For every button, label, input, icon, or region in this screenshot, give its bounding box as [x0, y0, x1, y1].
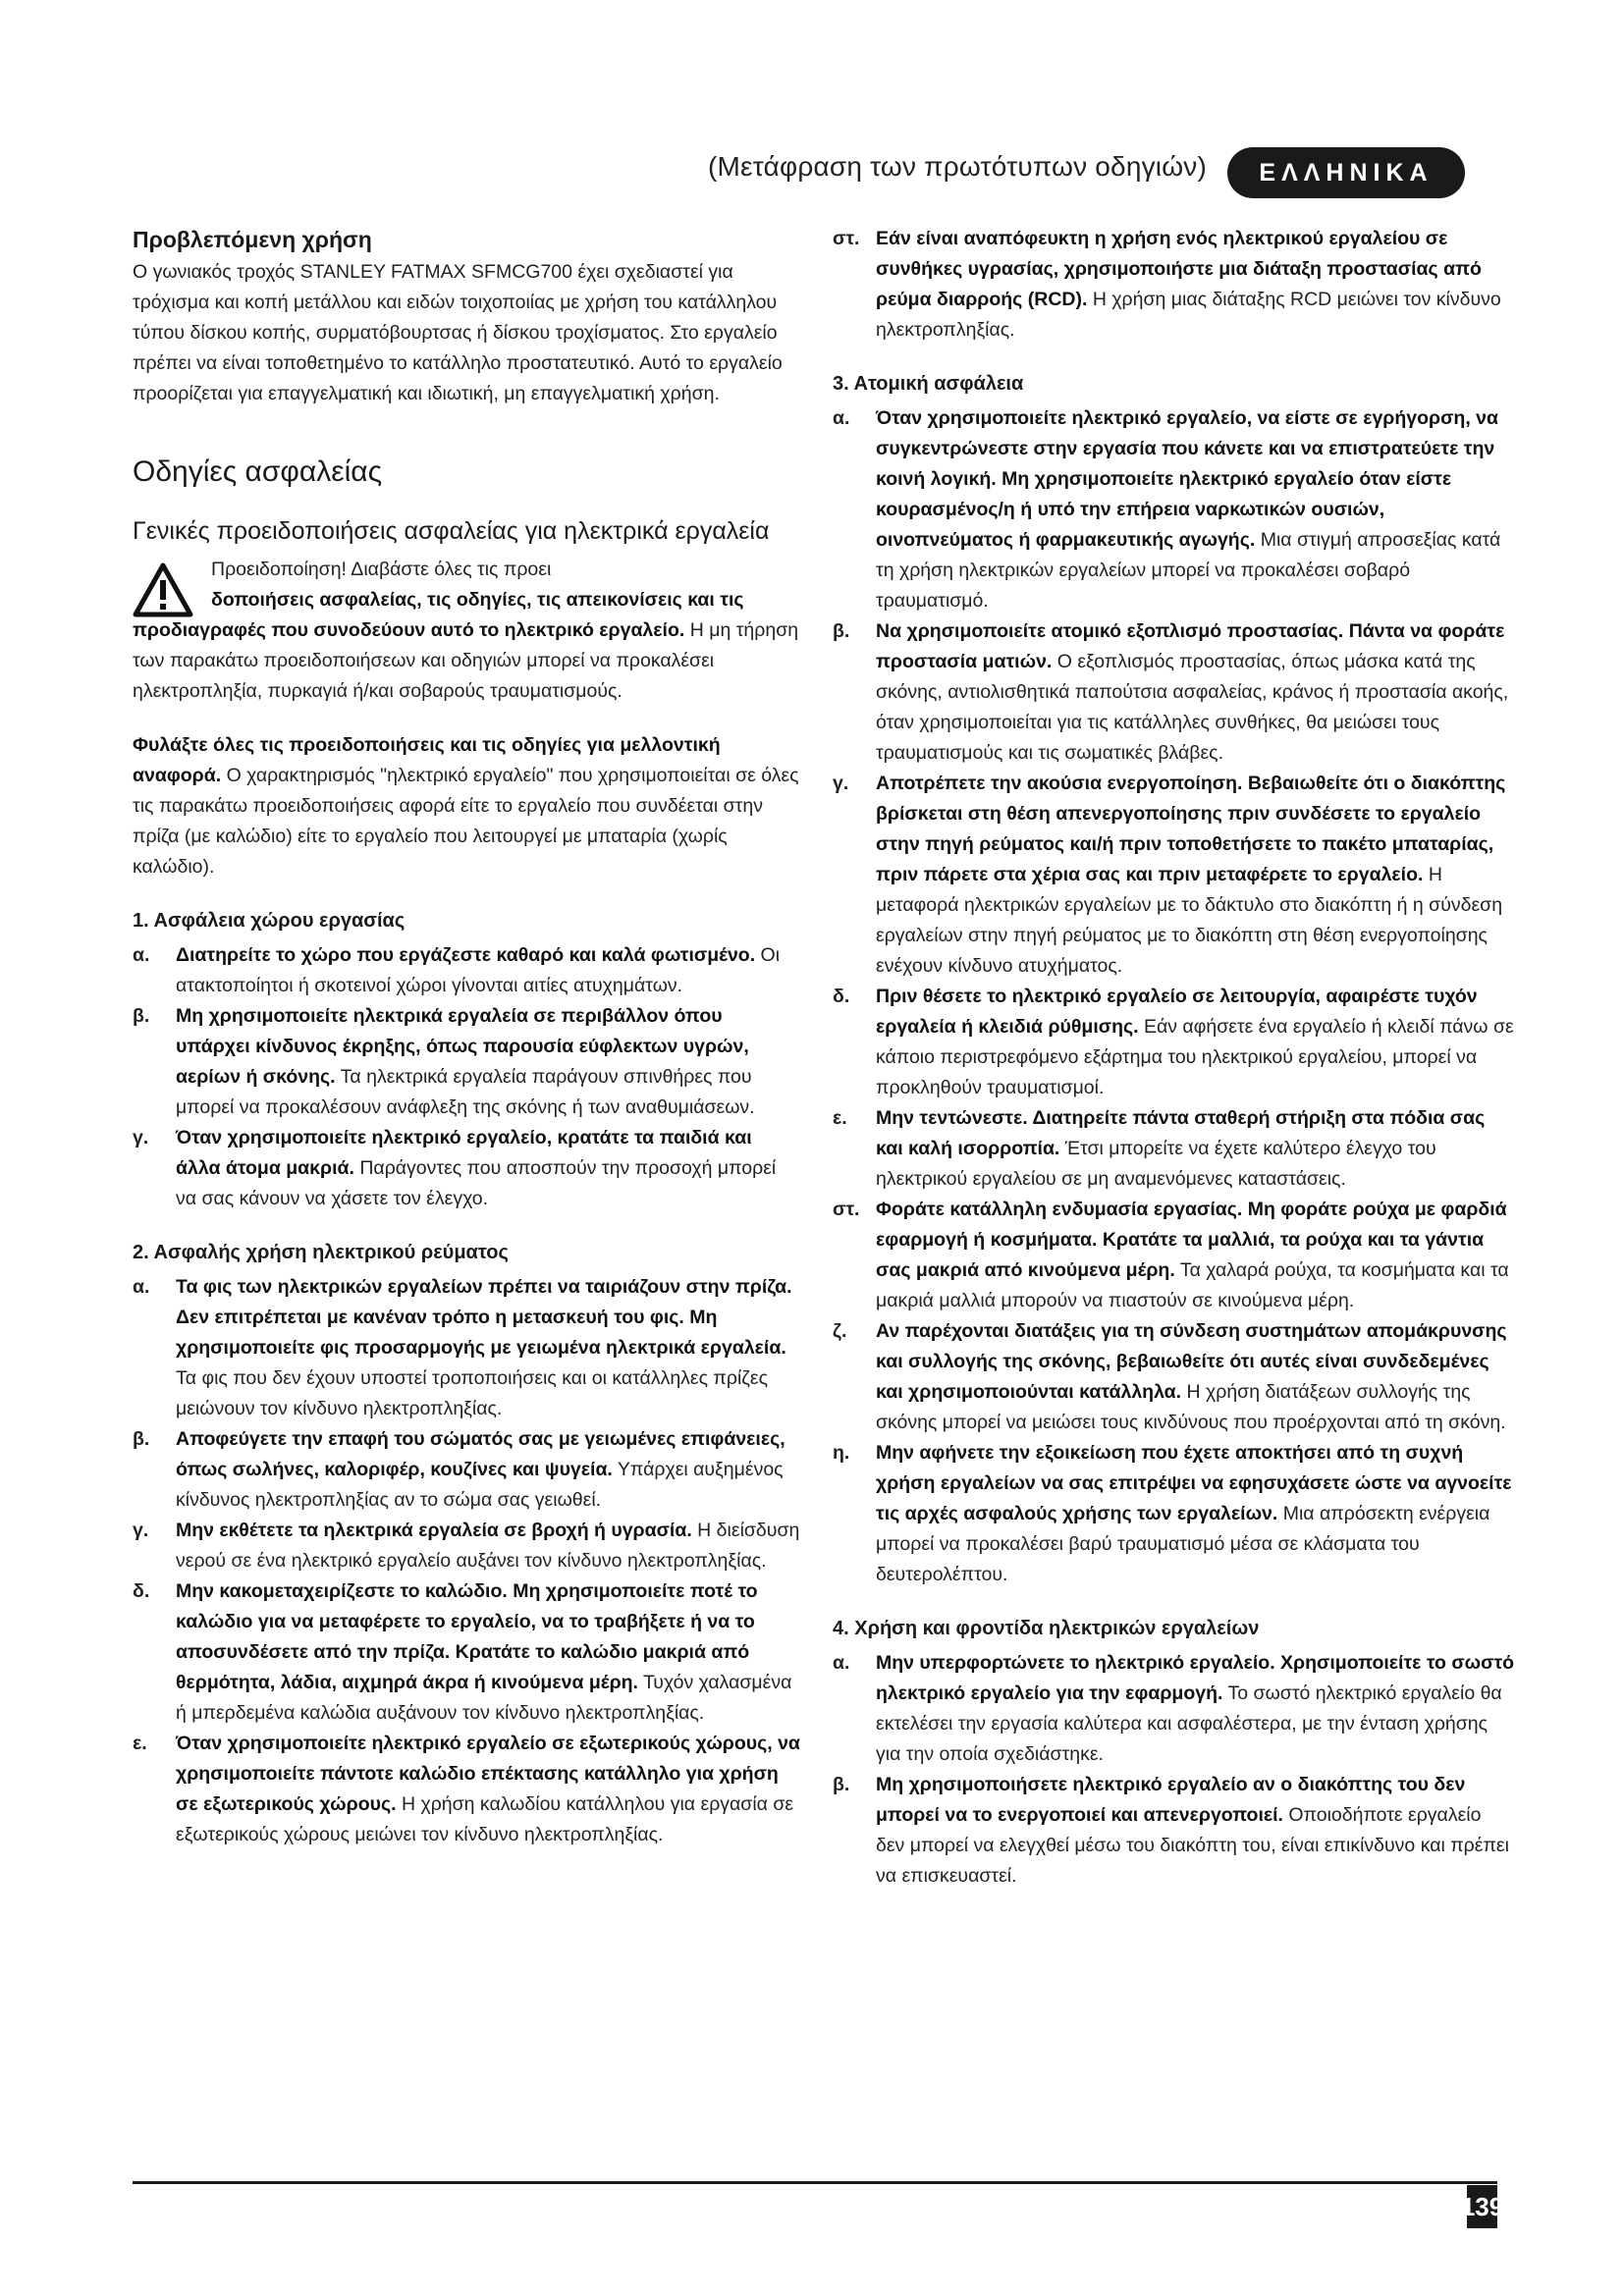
- item-bold-text: Όταν χρησιμοποιείτε ηλεκτρικό εργαλείο, κρατάτε τα παιδιά και άλλα άτομα μακριά.: [176, 1127, 752, 1179]
- warning-block: [133, 555, 800, 707]
- item-text: Τα χαλαρά ρούχα, τα κοσμήματα και τα μακριά μαλλιά μπορούν να πιαστούν σε κινούμενα μέρη.: [876, 1259, 1509, 1311]
- item-bold-text: Πριν θέσετε το ηλεκτρικό εργαλείο σε λειτουργία, αφαιρέστε τυχόν εργαλεία ή κλειδιά ρύθμισης.: [876, 986, 1478, 1038]
- item-marker: δ.: [833, 986, 850, 1007]
- item-text: Παράγοντες που αποσπούν την προσοχή μπορεί να σας κάνουν να χάσετε τον έλεγχο.: [176, 1157, 777, 1209]
- list-item: [833, 1103, 1515, 1195]
- item-bold-text: Μην αφήνετε την εξοικείωση που έχετε αποκτήσει από τη συχνή χρήση εργαλείων να σας επιτρέψει να εφησυχάσετε ώστε να αγνοείτε τις αρχές ασφαλούς χρήσης των εργαλείων.: [876, 1442, 1512, 1524]
- item-text: Μια απρόσεκτη ενέργεια μπορεί να προκαλέσει βαρύ τραυματισμό μέσα σε κλάσματα του δευτερολέπτου.: [876, 1503, 1490, 1585]
- keep-instructions-bold: Φυλάξτε όλες τις προειδοποιήσεις και τις οδηγίες για μελλοντική αναφορά.: [133, 734, 721, 786]
- item-text: Το σωστό ηλεκτρικό εργαλείο θα εκτελέσει την εργασία καλύτερα και ασφαλέστερα, με την ένταση χρήσης για την οποία σχεδιάστηκε.: [876, 1682, 1502, 1765]
- item-marker: α.: [833, 407, 850, 429]
- list-item: [133, 940, 800, 1001]
- item-marker: β.: [833, 1774, 850, 1795]
- warning-text: [133, 555, 800, 707]
- item-bold-text: Αν παρέχονται διατάξεις για τη σύνδεση συστημάτων απομάκρυνσης και συλλογής της σκόνης, βεβαιωθείτε ότι αυτές είναι συνδεδεμένες και χρησιμοποιούνται κατάλληλα.: [876, 1320, 1507, 1403]
- item-marker: α.: [833, 1652, 850, 1674]
- item-marker: δ.: [133, 1580, 150, 1602]
- item-bold-text: Διατηρείτε το χώρο που εργάζεστε καθαρό και καλά φωτισμένο.: [176, 944, 756, 966]
- list-item: [833, 1648, 1515, 1770]
- list-item: [833, 1770, 1515, 1892]
- item-bold-text: Μη χρησιμοποιήσετε ηλεκτρικό εργαλείο αν ο διακόπτης του δεν μπορεί να το ενεργοποιεί και απενεργοποιεί.: [876, 1774, 1466, 1826]
- item-text: Μια στιγμή απροσεξίας κατά τη χρήση ηλεκτρικών εργαλείων μπορεί να προκαλέσει σοβαρό τραυματισμό.: [876, 529, 1501, 612]
- right-column: [833, 224, 1515, 1892]
- item-bold-text: Όταν χρησιμοποιείτε ηλεκτρικό εργαλείο, να είστε σε εγρήγορση, να συγκεντρώνεστε στην εργασία που κάνετε και να επιστρατεύετε την κοινή λογική. Μη χρησιμοποιείτε ηλεκτρικό εργαλείο όταν είστε κουρασμένος/η ή υπό την επήρεια ναρκωτικών ουσιών, οινοπνεύματος ή φαρμακευτικής αγωγής.: [876, 407, 1499, 551]
- item-marker: α.: [133, 944, 150, 966]
- page-number: 139: [1467, 2185, 1497, 2228]
- section-3-title: 3. Ατομική ασφάλεια: [833, 373, 1024, 395]
- item-text: Ο εξοπλισμός προστασίας, όπως μάσκα κατά της σκόνης, αντιολισθητικά παπούτσια ασφαλείας, κράνος ή προστασία ακοής, όταν χρησιμοποιείται για τις κατάλληλες συνθήκες, θα μειώσει τους τραυματισμούς και τις σωματικές βλάβες.: [876, 651, 1509, 764]
- footer-divider: [133, 2181, 1497, 2184]
- item-bold-text: Μην υπερφορτώνετε το ηλεκτρικό εργαλείο. Χρησιμοποιείτε το σωστό ηλεκτρικό εργαλείο για την εφαρμογή.: [876, 1652, 1515, 1704]
- language-badge: ΕΛΛΗΝΙΚΑ: [1227, 147, 1465, 198]
- item-marker: β.: [133, 1428, 150, 1450]
- left-column: [133, 224, 800, 1850]
- list-item: [133, 1001, 800, 1123]
- list-item: [133, 1576, 800, 1729]
- list-item: [133, 1729, 800, 1850]
- list-item: [133, 1272, 800, 1424]
- list-item: [833, 224, 1515, 346]
- item-bold-text: Εάν είναι αναπόφευκτη η χρήση ενός ηλεκτρικού εργαλείου σε συνθήκες υγρασίας, χρησιμοποιήστε μια διάταξη προστασίας από ρεύμα διαρροής (RCD).: [876, 228, 1482, 310]
- item-text: Τα ηλεκτρικά εργαλεία παράγουν σπινθήρες που μπορεί να προκαλέσουν ανάφλεξη της σκόνης ή των αναθυμιάσεων.: [176, 1066, 755, 1118]
- item-text: Τυχόν χαλασμένα ή μπερδεμένα καλώδια αυξάνουν τον κίνδυνο ηλεκτροπληξίας.: [176, 1672, 792, 1724]
- item-marker: β.: [133, 1005, 150, 1027]
- keep-instructions-paragraph: [133, 730, 800, 882]
- item-text: Η χρήση διατάξεων συλλογής της σκόνης μπορεί να μειώσει τους κινδύνους που προέρχονται από τη σκόνη.: [876, 1381, 1506, 1433]
- warning-line-2: δοποιήσεις ασφαλείας, τις οδηγίες, τις απεικονίσεις και τις: [211, 589, 744, 611]
- item-text: Έτσι μπορείτε να έχετε καλύτερο έλεγχο του ηλεκτρικού εργαλείου σε μη αναμενόμενες καταστάσεις.: [876, 1138, 1436, 1190]
- item-marker: η.: [833, 1442, 850, 1464]
- item-bold-text: Μη χρησιμοποιείτε ηλεκτρικά εργαλεία σε περιβάλλον όπου υπάρχει κίνδυνος έκρηξης, όπως παρουσία εύφλεκτων υγρών, αερίων ή σκόνης.: [176, 1005, 749, 1088]
- section-2-title: 2. Ασφαλής χρήση ηλεκτρικού ρεύματος: [133, 1242, 509, 1263]
- item-bold-text: Αποφεύγετε την επαφή του σώματός σας με γειωμένες επιφάνειες, όπως σωλήνες, καλοριφέρ, κουζίνες και ψυγεία.: [176, 1428, 785, 1480]
- item-marker: στ.: [833, 228, 860, 249]
- item-bold-text: Τα φις των ηλεκτρικών εργαλείων πρέπει να ταιριάζουν στην πρίζα. Δεν επιτρέπεται με κανέναν τρόπο η μετασκευή του φις. Μη χρησιμοποιείτε φις προσαρμογής με γειωμένα ηλεκτρικά εργαλεία.: [176, 1276, 792, 1359]
- item-text: Εάν αφήσετε ένα εργαλείο ή κλειδί πάνω σε κάποιο περιστρεφόμενο εξάρτημα του ηλεκτρικού εργαλείου, μπορεί να προκληθούν τραυματισμοί.: [876, 1016, 1514, 1098]
- header-subtitle: (Μετάφραση των πρωτότυπων οδηγιών): [707, 151, 1207, 182]
- warning-bold-line: προδιαγραφές που συνοδεύουν αυτό το ηλεκτρικό εργαλείο.: [133, 619, 685, 641]
- warning-line-1: Προειδοποίηση! Διαβάστε όλες τις προει: [211, 559, 552, 580]
- item-bold-text: Μην τεντώνεστε. Διατηρείτε πάντα σταθερή στήριξη στα πόδια σας και καλή ισορροπία.: [876, 1107, 1486, 1159]
- list-item: [833, 982, 1515, 1103]
- warning-triangle-icon: [133, 562, 193, 617]
- keep-instructions-text: Ο χαρακτηρισμός "ηλεκτρικό εργαλείο" που χρησιμοποιείται σε όλες τις παρακάτω προειδοποιήσεις αφορά είτε το εργαλείο που συνδέεται στην πρίζα (με καλώδιο) είτε το εργαλείο που λειτουργεί με μπαταρία (χωρίς καλώδιο).: [133, 765, 799, 878]
- list-item: [833, 1316, 1515, 1438]
- item-text: Η διείσδυση νερού σε ένα ηλεκτρικό εργαλείο αυξάνει τον κίνδυνο ηλεκτροπληξίας.: [176, 1520, 800, 1572]
- item-marker: ε.: [833, 1107, 847, 1129]
- list-item: [833, 1195, 1515, 1316]
- item-marker: β.: [833, 620, 850, 642]
- intended-use-title: Προβλεπόμενη χρήση: [133, 227, 372, 252]
- list-item: [133, 1516, 800, 1576]
- page-header: [0, 147, 1624, 206]
- item-text: Η μεταφορά ηλεκτρικών εργαλείων με το δάκτυλο στο διακόπτη ή η σύνδεση εργαλείων στην πηγή ρεύματος με το διακόπτη στη θέση ενεργοποίησης ενέχουν κίνδυνο ατυχήματος.: [876, 864, 1503, 977]
- list-item: [833, 769, 1515, 982]
- item-marker: α.: [133, 1276, 150, 1298]
- list-item: [833, 616, 1515, 769]
- item-text: Υπάρχει αυξημένος κίνδυνος ηλεκτροπληξίας αν το σώμα σας γειωθεί.: [176, 1459, 784, 1511]
- item-marker: γ.: [833, 773, 849, 794]
- item-marker: στ.: [833, 1199, 860, 1220]
- item-text: Τα φις που δεν έχουν υποστεί τροποποιήσεις και οι κατάλληλες πρίζες μειώνουν τον κίνδυνο ηλεκτροπληξίας.: [176, 1367, 768, 1419]
- general-warnings-title: Γενικές προειδοποιήσεις ασφαλείας για ηλεκτρικά εργαλεία: [133, 517, 770, 545]
- list-item: [133, 1123, 800, 1214]
- item-text: Η χρήση μιας διάταξης RCD μειώνει τον κίνδυνο ηλεκτροπληξίας.: [876, 289, 1501, 341]
- list-item: [833, 1438, 1515, 1590]
- item-bold-text: Όταν χρησιμοποιείτε ηλεκτρικό εργαλείο σε εξωτερικούς χώρους, να χρησιμοποιείτε πάντοτε καλώδιο επέκτασης κατάλληλο για χρήση σε εξωτερικούς χώρους.: [176, 1733, 800, 1815]
- item-text: Η χρήση καλωδίου κατάλληλου για εργασία σε εξωτερικούς χώρους μειώνει τον κίνδυνο ηλεκτροπληξίας.: [176, 1793, 794, 1845]
- item-text: Οποιοδήποτε εργαλείο δεν μπορεί να ελεγχθεί μέσω του διακόπτη του, είναι επικίνδυνο και πρέπει να επισκευαστεί.: [876, 1804, 1509, 1887]
- item-marker: ε.: [133, 1733, 147, 1754]
- item-bold-text: Να χρησιμοποιείτε ατομικό εξοπλισμό προστασίας. Πάντα να φοράτε προστασία ματιών.: [876, 620, 1505, 672]
- item-bold-text: Αποτρέπετε την ακούσια ενεργοποίηση. Βεβαιωθείτε ότι ο διακόπτης βρίσκεται στη θέση απενεργοποίησης πριν συνδέσετε το εργαλείο στην πηγή ρεύματος και/ή πριν τοποθετήσετε το πακέτο μπαταρίας, πριν πάρετε στα χέρια σας και πριν μεταφέρετε το εργαλείο.: [876, 773, 1506, 885]
- list-item: [133, 1424, 800, 1516]
- section-4-title: 4. Χρήση και φροντίδα ηλεκτρικών εργαλείων: [833, 1618, 1260, 1639]
- intended-use-text: Ο γωνιακός τροχός STANLEY FATMAX SFMCG700 έχει σχεδιαστεί για τρόχισμα και κοπή μετάλλου και ειδών τοιχοποιίας με χρήση του κατάλληλου τύπου δίσκου κοπής, συρματόβουρτσας ή δίσκου τροχίσματος. Στο εργαλείο πρέπει να είναι τοποθετημένο το κατάλληλο προστατευτικό. Αυτό το εργαλείο προορίζεται για επαγγελματική και ιδιωτική, μη επαγγελματική χρήση.: [133, 261, 783, 404]
- item-bold-text: Μην εκθέτετε τα ηλεκτρικά εργαλεία σε βροχή ή υγρασία.: [176, 1520, 692, 1541]
- warning-rest-text: Η μη τήρηση των παρακάτω προειδοποιήσεων και οδηγιών μπορεί να προκαλέσει ηλεκτροπληξία, πυρκαγιά ή/και σοβαρούς τραυματισμούς.: [133, 619, 799, 702]
- item-text: Οι ατακτοποίητοι ή σκοτεινοί χώροι γίνονται αιτίες ατυχημάτων.: [176, 944, 781, 996]
- item-bold-text: Φοράτε κατάλληλη ενδυμασία εργασίας. Μη φοράτε ρούχα με φαρδιά εφαρμογή ή κοσμήματα. Κρατάτε τα μαλλιά, τα ρούχα και τα γάντια σας μακριά από κινούμενα μέρη.: [876, 1199, 1507, 1281]
- item-marker: γ.: [133, 1520, 149, 1541]
- item-marker: ζ.: [833, 1320, 847, 1342]
- item-bold-text: Μην κακομεταχειρίζεστε το καλώδιο. Μη χρησιμοποιείτε ποτέ το καλώδιο για να μεταφέρετε το εργαλείο, να το τραβήξετε ή να το αποσυνδέσετε από την πρίζα. Κρατάτε το καλώδιο μακριά από θερμότητα, λάδια, αιχμηρά άκρα ή κινούμενα μέρη.: [176, 1580, 758, 1693]
- item-marker: γ.: [133, 1127, 149, 1148]
- section-1-title: 1. Ασφάλεια χώρου εργασίας: [133, 910, 406, 932]
- list-item: [833, 403, 1515, 616]
- safety-title: Οδηγίες ασφαλείας: [133, 455, 383, 488]
